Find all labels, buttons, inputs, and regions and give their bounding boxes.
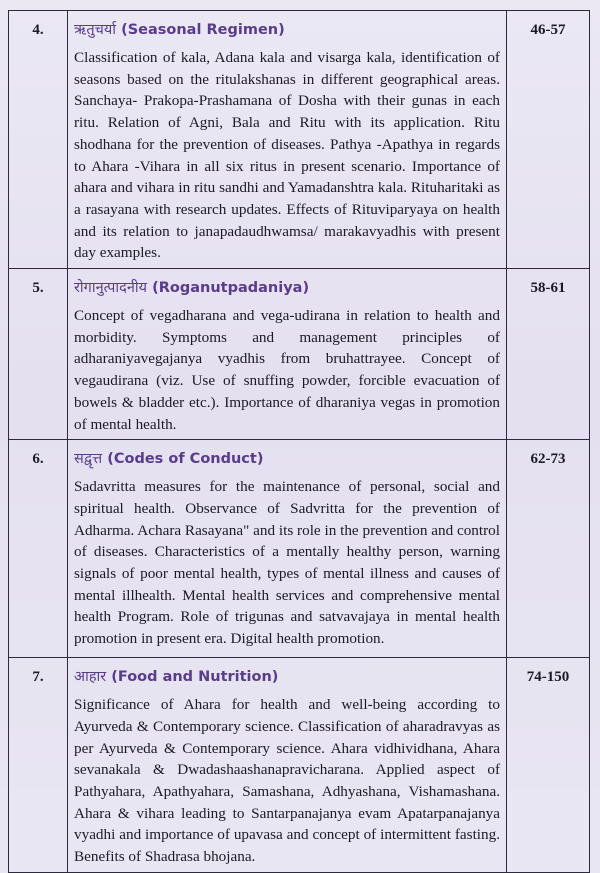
topic-description: Significance of Ahara for health and well-being according to Ayurveda & Contemporary science. Classification of aharadravyas as per Ayurveda & Contemporary science. Ahara vidhividhana, Ahara sevanakala & Dwadashaashanapravicharana. Applied aspect of Pathyahara, Apathyahara, Samashana, Adhyashana, Vishamashana. Ahara & vihara leading to Santarpanajanya evam Apatarpanajanya vyadhi and importance of upavasa and concept of intermittent fasting. Benefits of Shadrasa bhojana.	[74, 696, 500, 866]
row-content	[68, 658, 507, 873]
table-row	[9, 658, 590, 873]
row-content	[68, 11, 507, 269]
topic-title-english: (Roganutpadaniya)	[152, 280, 310, 297]
topic-title-english: (Food and Nutrition)	[111, 669, 279, 686]
row-number: 7.	[9, 658, 68, 873]
topic-description: Classification of kala, Adana kala and visarga kala, identification of seasons based on the ritulakshanas in different geographical areas. Sanchaya- Prakopa-Prashamana of Dosha with their gunas in each ritu. Relation of Agni, Bala and Ritu with its application. Ritu shodhana for the prevention of diseases. Pathya -Apathya in regards to Ahara -Vihara in all six ritus in present scenario. Importance of ahara and vihara in ritu sandhi and Yamadanshtra kala. Rituharitaki as a rasayana with research updates. Effects of Rituviparyaya on health and its relation to janapadaudhwamsa/ marakavyadhis with present day examples.	[74, 49, 500, 262]
row-content	[68, 440, 507, 658]
topic-title	[74, 17, 500, 45]
topic-title-hindi: आहार	[74, 669, 107, 686]
topic-title-english: (Codes of Conduct)	[107, 451, 264, 468]
topic-description: Concept of vegadharana and vega-udirana in relation to health and morbidity. Symptoms and management principles of adharaniyavegajanya vyadhis from bruhattrayee. Concept of vegaudirana (viz. Use of snuffing powder, forcible evacuation of bowels & bladder etc.). Importance of dharaniya vegas in promotion of mental health.	[74, 307, 500, 433]
page-range: 62-73	[507, 440, 590, 658]
topic-title-english: (Seasonal Regimen)	[121, 22, 285, 38]
topic-title	[74, 446, 500, 474]
topic-title-hindi: रोगानुत्पादनीय	[74, 280, 148, 297]
topic-title	[74, 664, 500, 692]
topic-title-hindi: ऋतुचर्या	[74, 22, 117, 38]
page-range: 74-150	[507, 658, 590, 873]
table-row	[9, 269, 590, 440]
topic-description: Sadavritta measures for the maintenance of personal, social and spiritual health. Observance of Sadvritta for the prevention of Adharma. Achara Rasayana" and its role in the prevention and control of diseases. Characteristics of a mentally healthy person, warning signals of poor mental health, types of mental illness and causes of mental illhealth. Mental health services and comprehensive mental health Program. Role of trigunas and satvavajaya in mental health promotion in present era. Digital health promotion.	[74, 478, 500, 648]
row-content	[68, 269, 507, 440]
table-row	[9, 11, 590, 269]
topic-title-hindi: सद्वृत्त	[74, 451, 103, 468]
topic-title	[74, 275, 500, 303]
row-number: 6.	[9, 440, 68, 658]
row-number: 5.	[9, 269, 68, 440]
page-range: 58-61	[507, 269, 590, 440]
syllabus-table	[8, 10, 590, 873]
table-row	[9, 440, 590, 658]
page-range: 46-57	[507, 11, 590, 269]
row-number: 4.	[9, 11, 68, 269]
